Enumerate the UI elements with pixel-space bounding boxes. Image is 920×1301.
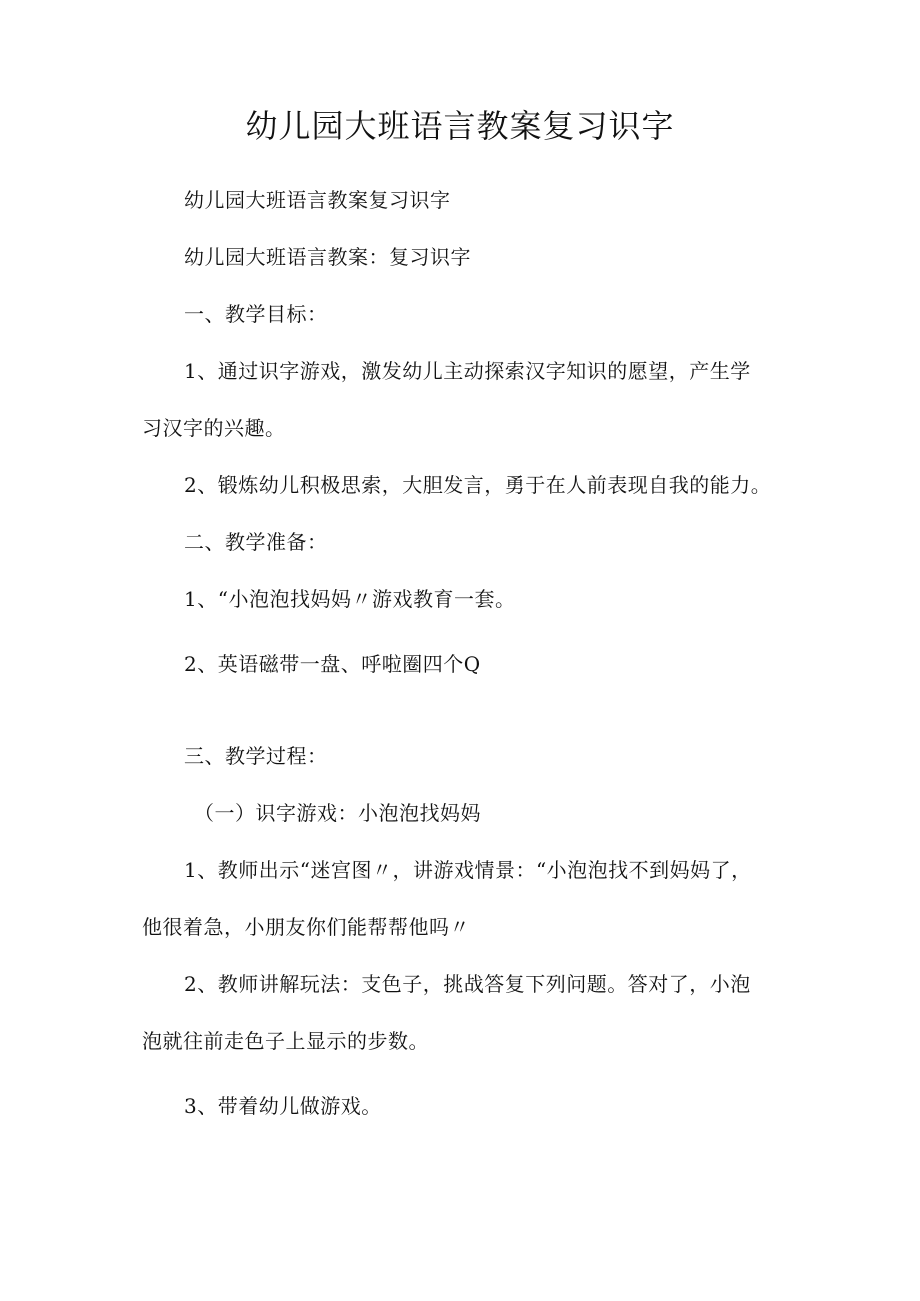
subsection-heading: （一）识字游戏：小泡泡找妈妈 bbox=[194, 801, 481, 825]
paragraph-line: 习汉字的兴趣。 bbox=[142, 416, 286, 440]
section-heading-process: 三、教学过程： bbox=[184, 744, 328, 768]
paragraph-line: 他很着急，小朋友你们能帮帮他吗〃 bbox=[142, 915, 470, 939]
subtitle-line: 幼儿园大班语言教案复习识字 bbox=[184, 188, 451, 212]
paragraph-line: 2、锻炼幼儿积极思索，大胆发言，勇于在人前表现自我的能力。 bbox=[184, 473, 772, 497]
paragraph-line: 1、“小泡泡找妈妈〃游戏教育一套。 bbox=[184, 587, 516, 611]
section-heading-objectives: 一、教学目标： bbox=[184, 302, 328, 326]
section-heading-preparation: 二、教学准备： bbox=[184, 530, 328, 554]
paragraph-line: 2、英语磁带一盘、呼啦圈四个Q bbox=[184, 652, 481, 676]
paragraph-line: 幼儿园大班语言教案：复习识字 bbox=[184, 245, 471, 269]
document-title: 幼儿园大班语言教案复习识字 bbox=[245, 107, 675, 145]
paragraph-line: 3、带着幼儿做游戏。 bbox=[184, 1094, 382, 1118]
paragraph-line: 泡就往前走色子上显示的步数。 bbox=[142, 1029, 429, 1053]
paragraph-line: 2、教师讲解玩法：支色子，挑战答复下列问题。答对了，小泡 bbox=[184, 972, 751, 996]
paragraph-line: 1、通过识字游戏，激发幼儿主动探索汉字知识的愿望，产生学 bbox=[184, 359, 751, 383]
paragraph-line: 1、教师出示“迷宫图〃，讲游戏情景：“小泡泡找不到妈妈了， bbox=[184, 858, 752, 882]
